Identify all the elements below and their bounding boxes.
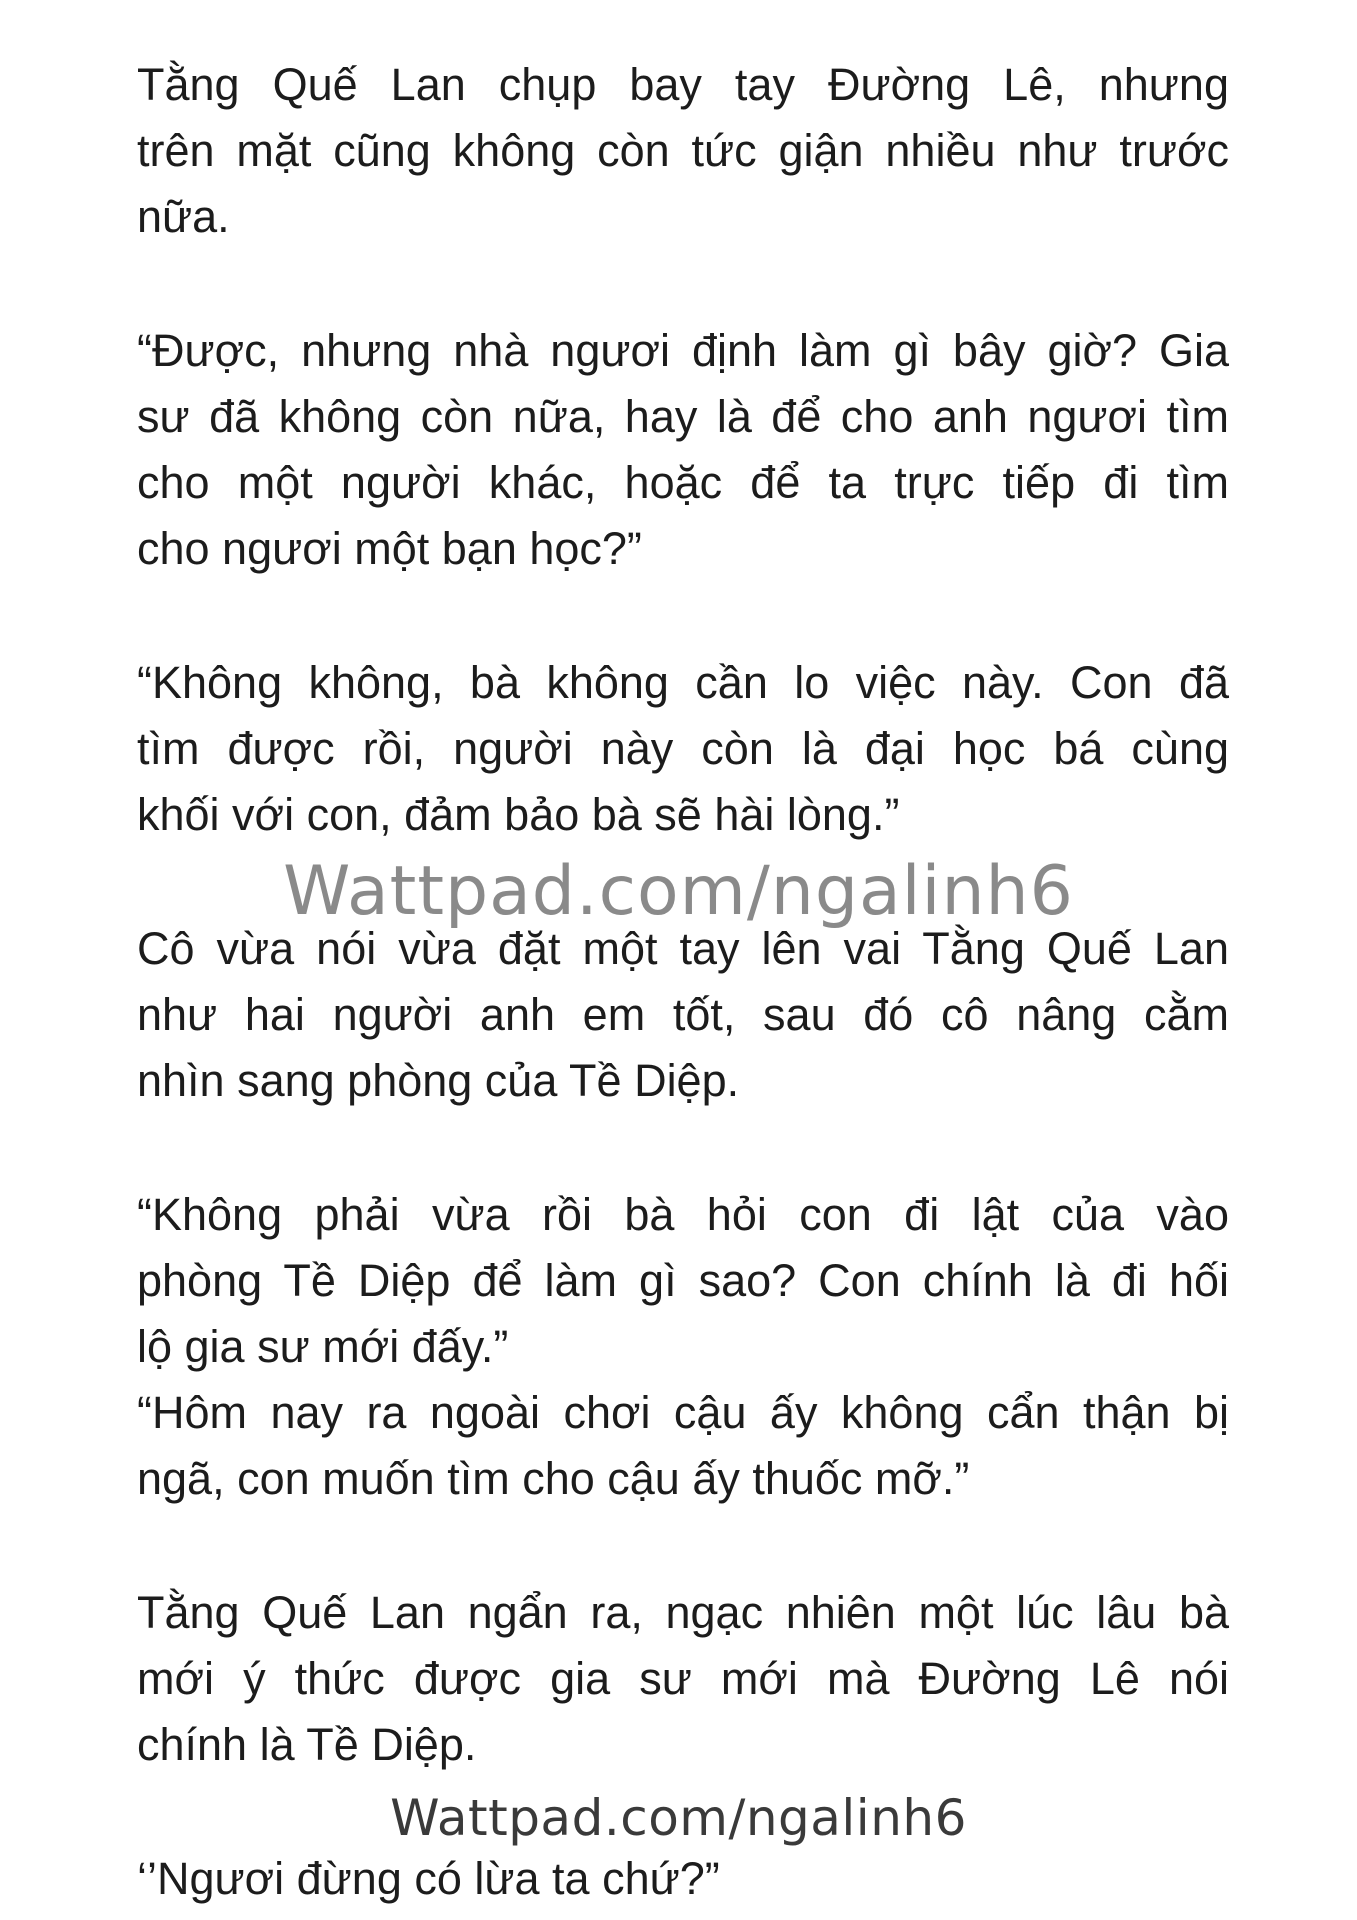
text-line: như hai người anh em tốt, sau đó cô nâng cằm xyxy=(137,989,1229,1040)
text-line: nữa. xyxy=(137,191,230,242)
watermark-text: Wattpad.com/ngalinh6 xyxy=(390,1789,967,1847)
text-line: lộ gia sư mới đấy.” xyxy=(137,1321,509,1372)
text-line: ‘’Ngươi đừng có lừa ta chứ?” xyxy=(137,1853,720,1904)
text-line: “Hôm nay ra ngoài chơi cậu ấy không cẩn thận bị xyxy=(137,1387,1229,1438)
text-line: tìm được rồi, người này còn là đại học bá cùng xyxy=(137,723,1229,774)
text-line: cho một người khác, hoặc để ta trực tiếp đi tìm xyxy=(137,457,1229,508)
text-line: phòng Tề Diệp để làm gì sao? Con chính là đi hối xyxy=(137,1255,1229,1306)
text-line: chính là Tề Diệp. xyxy=(137,1719,477,1770)
text-line: Tằng Quế Lan ngẩn ra, ngạc nhiên một lúc lâu bà xyxy=(137,1587,1229,1638)
text-line: trên mặt cũng không còn tức giận nhiều như trước xyxy=(137,125,1229,176)
text-line: “Không phải vừa rồi bà hỏi con đi lật của vào xyxy=(137,1189,1229,1240)
text-line: ngã, con muốn tìm cho cậu ấy thuốc mỡ.” xyxy=(137,1453,970,1504)
text-line: sư đã không còn nữa, hay là để cho anh ngươi tìm xyxy=(137,391,1229,442)
text-line: Tằng Quế Lan chụp bay tay Đường Lê, nhưng xyxy=(137,59,1229,110)
text-line: cho ngươi một bạn học?” xyxy=(137,523,642,574)
text-line: khối với con, đảm bảo bà sẽ hài lòng.” xyxy=(137,789,900,840)
text-line: “Không không, bà không cần lo việc này. Con đã xyxy=(137,657,1229,708)
text-line: Cô vừa nói vừa đặt một tay lên vai Tằng Quế Lan xyxy=(137,923,1229,974)
watermark-text: Wattpad.com/ngalinh6 xyxy=(283,852,1074,931)
text-line: nhìn sang phòng của Tề Diệp. xyxy=(137,1055,740,1106)
text-line: mới ý thức được gia sư mới mà Đường Lê nói xyxy=(137,1653,1229,1704)
text-line: “Được, nhưng nhà ngươi định làm gì bây giờ? Gia xyxy=(137,325,1229,376)
